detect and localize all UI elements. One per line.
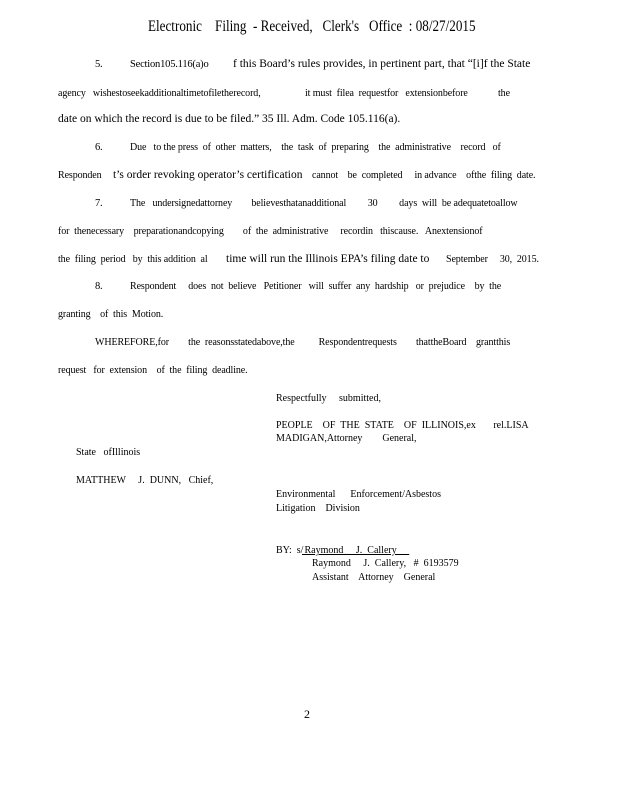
paragraph-text: for thenecessary preparationandcopying of the administrative recordin thiscause. Anextensionof [58, 226, 483, 237]
paragraph-text: Respondent does not believe Petitioner will suffer any hardship or prejudice by the [130, 281, 502, 292]
paragraph-text: granting of this Motion. [58, 309, 164, 320]
division-line: Environmental Enforcement/Asbestos [276, 489, 441, 500]
people-line: PEOPLE OF THE STATE OF ILLINOIS,ex rel.LISA [276, 420, 529, 431]
paragraph-text: agency wishestoseekadditionaltimetofiletherecord, [58, 88, 261, 99]
division-line: Litigation Division [276, 503, 360, 514]
paragraph-text: September 30, 2015. [446, 254, 539, 265]
paragraph-text: cannot be completed in advance ofthe filing date. [312, 170, 536, 181]
paragraph-number: 5. [95, 59, 103, 70]
paragraph-number: 7. [95, 198, 103, 209]
paragraph-text: the [498, 88, 510, 99]
electronic-signature: Raymond J. Callery [302, 545, 410, 556]
paragraph-text: The undersignedattorney believesthatanadditional 30 days will be adequatetoallow [130, 198, 518, 209]
chief-line: MATTHEW J. DUNN, Chief, [76, 475, 214, 486]
wherefore-text: request for extension of the filing deadline. [58, 365, 248, 376]
paragraph-text: f this Board’s rules provides, in pertinent part, that “[i]f the State [233, 58, 531, 70]
paragraph-text: t’s order revoking operator’s certification [113, 169, 303, 181]
by-label: BY: s/ [276, 545, 304, 556]
paragraph-text: time will run the Illinois EPA’s filing date to [226, 253, 430, 265]
wherefore-text: WHEREFORE,for the reasonsstatedabove,the Respondentrequests thattheBoard grantthis [95, 337, 511, 348]
paragraph-number: 8. [95, 281, 103, 292]
closing-text: Respectfully submitted, [276, 393, 381, 404]
filing-stamp-header: Electronic Filing - Received, Clerk's Office : 08/27/2015 [148, 18, 476, 35]
state-line: State ofIllinois [76, 447, 141, 458]
people-line: MADIGAN,Attorney General, [276, 433, 417, 444]
attorney-name-line: Raymond J. Callery, # 6193579 [312, 558, 459, 569]
paragraph-text: Section105.116(a)o [130, 59, 209, 70]
paragraph-text: date on which the record is due to be filed.” 35 Ill. Adm. Code 105.116(a). [58, 113, 401, 125]
paragraph-text: Responden [58, 170, 102, 181]
paragraph-text: Due to the press of other matters, the task of preparing the administrative record of [130, 142, 501, 153]
page-number: 2 [304, 707, 310, 721]
attorney-title-line: Assistant Attorney General [312, 572, 436, 583]
paragraph-number: 6. [95, 142, 103, 153]
paragraph-text: the filing period by this addition al [58, 254, 208, 265]
paragraph-text: it must filea requestfor extensionbefore [305, 88, 468, 99]
